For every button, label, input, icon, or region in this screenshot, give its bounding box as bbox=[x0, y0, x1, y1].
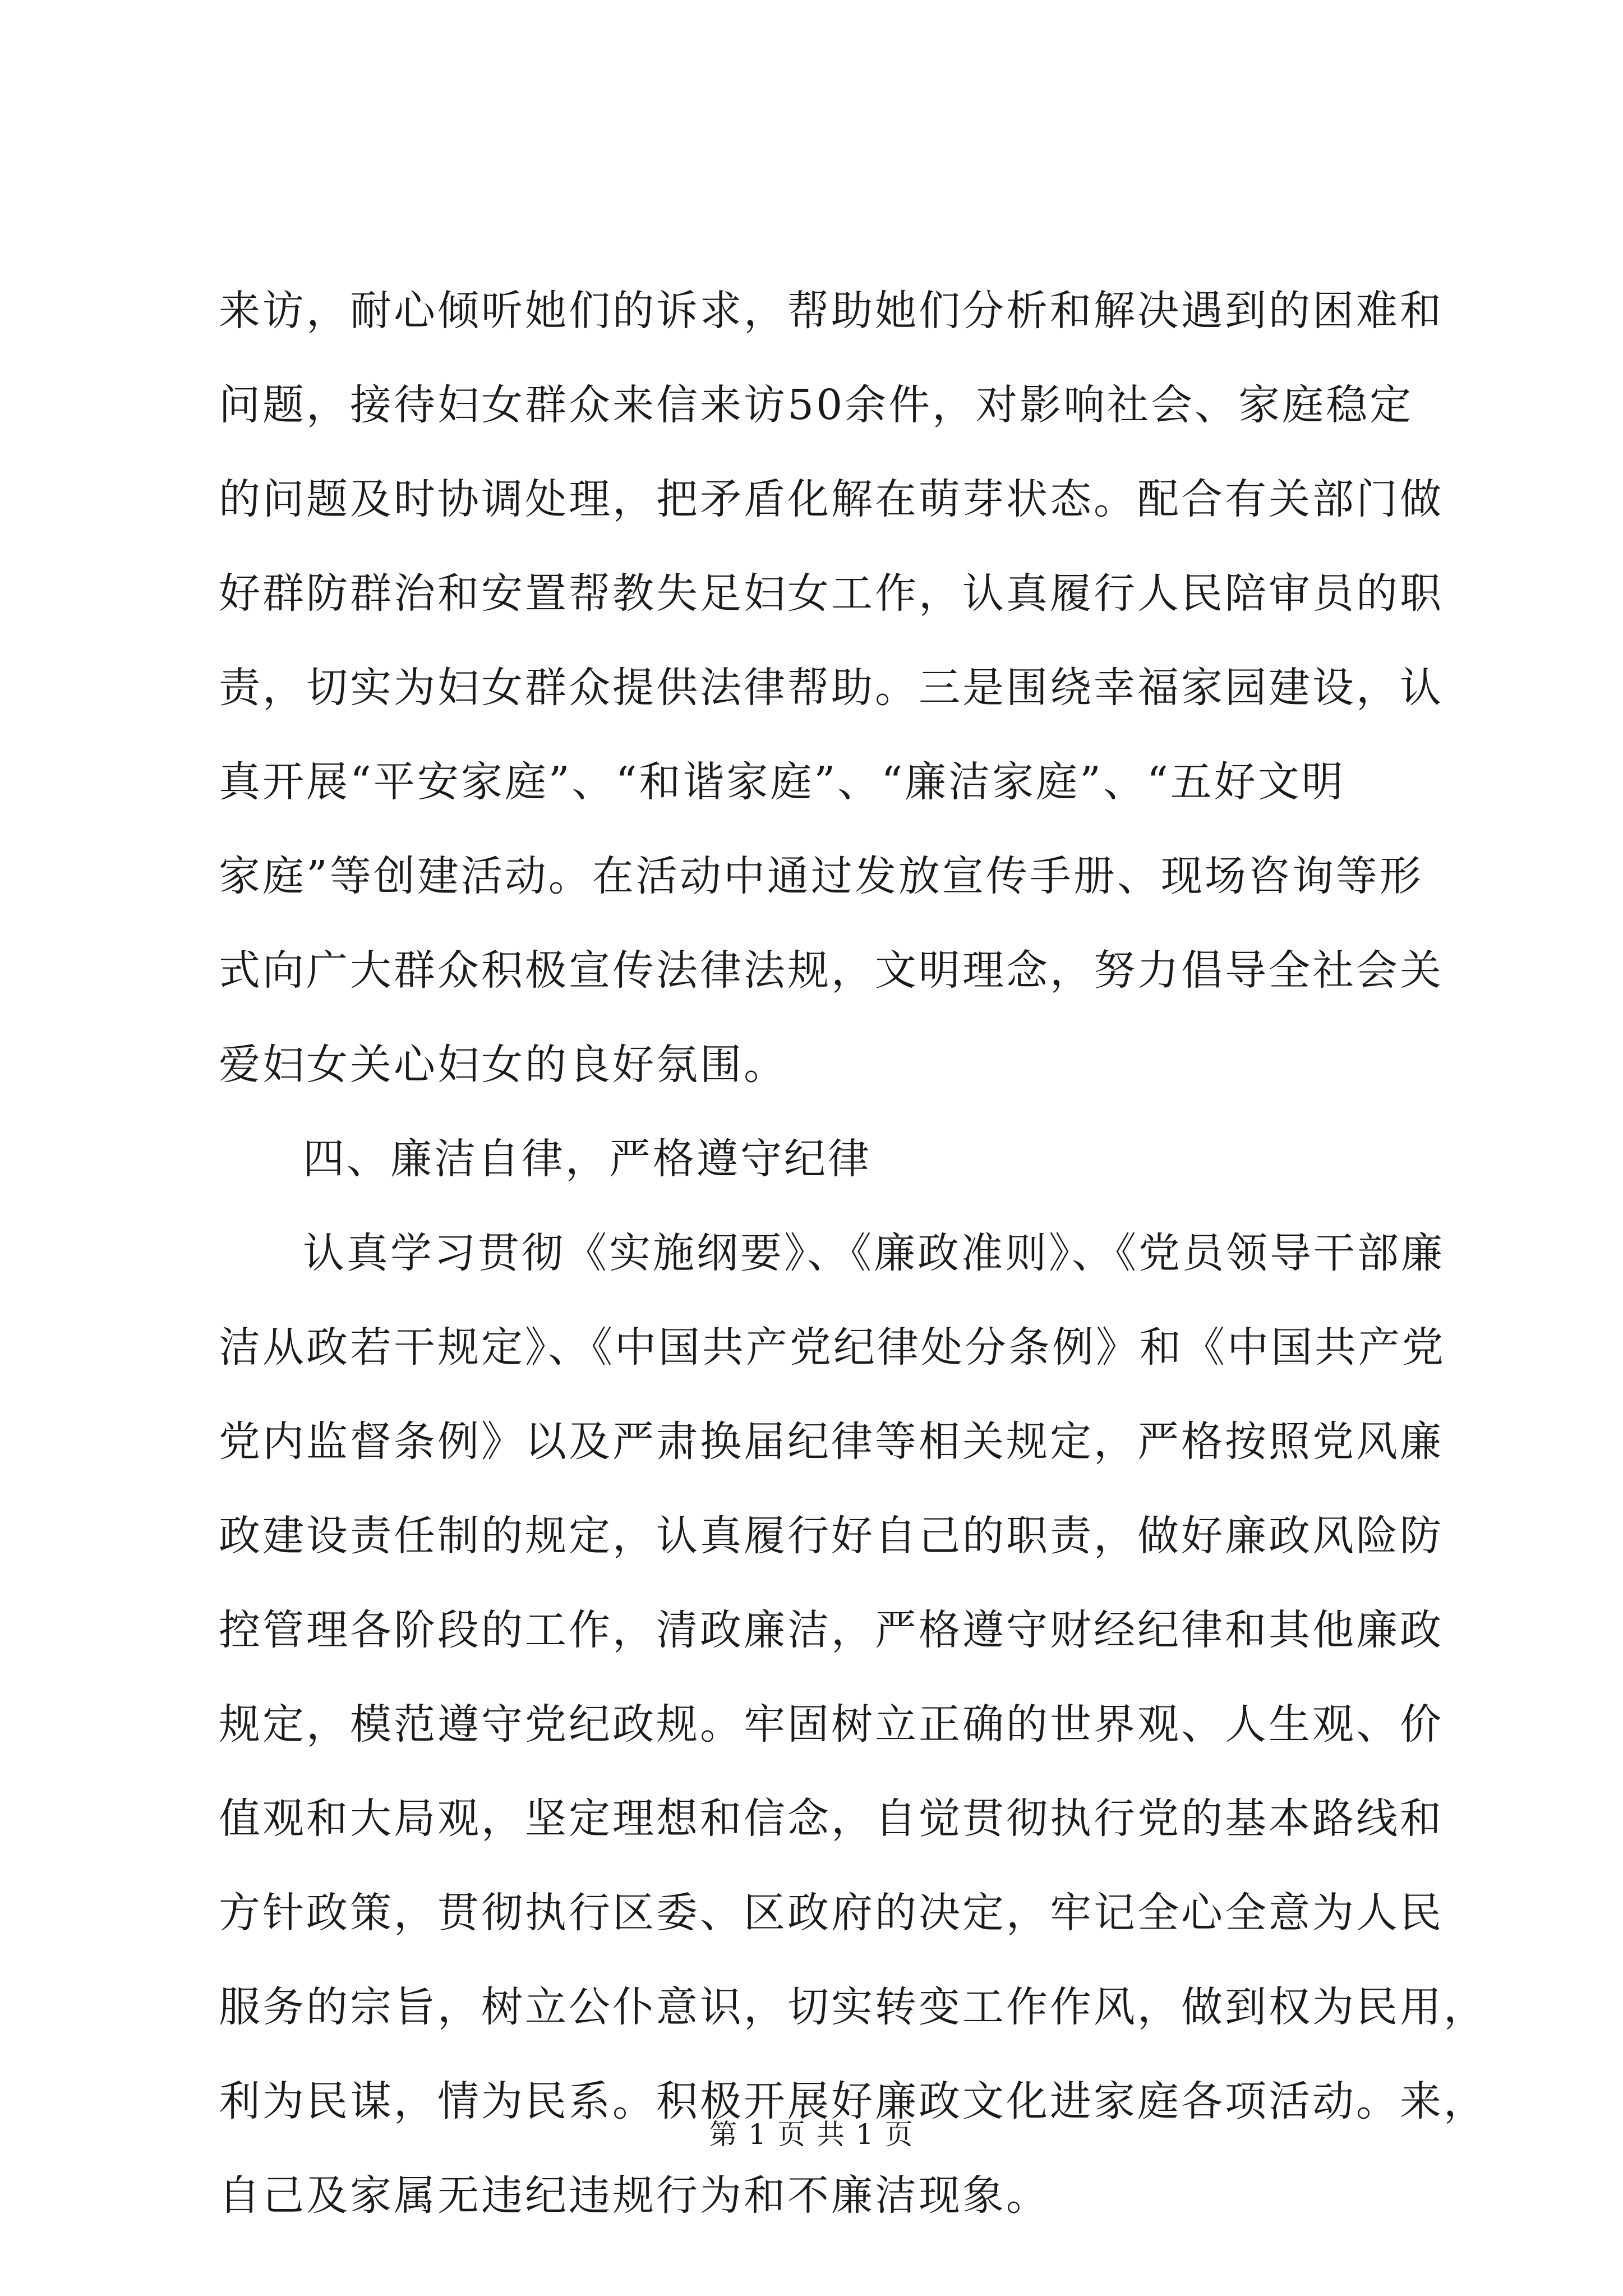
text-line: 方针政策，贯彻执行区委、区政府的决定，牢记全心全意为人民 bbox=[219, 1889, 1444, 1937]
document-body bbox=[219, 264, 1487, 2243]
text-line: 问题，接待妇女群众来信来访50余件，对影响社会、家庭稳定 bbox=[219, 381, 1414, 429]
text-line: 来访，耐心倾听她们的诉求，帮助她们分析和解决遇到的困难和 bbox=[219, 287, 1444, 335]
section-heading: 四、廉洁自律，严格遵守纪律 bbox=[303, 1135, 872, 1183]
text-line: 的问题及时协调处理，把矛盾化解在萌芽状态。配合有关部门做 bbox=[219, 475, 1444, 523]
text-line: 值观和大局观，坚定理想和信念，自觉贯彻执行党的基本路线和 bbox=[219, 1795, 1444, 1843]
text-line: 服务的宗旨，树立公仆意识，切实转变工作作风，做到权为民用， bbox=[219, 1983, 1487, 2031]
text-line: 规定，模范遵守党纪政规。牢固树立正确的世界观、人生观、价 bbox=[219, 1700, 1444, 1749]
text-line: 爱妇女关心妇女的良好氛围。 bbox=[219, 1041, 787, 1089]
text-line: 式向广大群众积极宣传法律法规，文明理念，努力倡导全社会关 bbox=[219, 946, 1444, 995]
text-line: 政建设责任制的规定，认真履行好自己的职责，做好廉政风险防 bbox=[219, 1512, 1444, 1560]
text-line: 真开展“平安家庭”、“和谐家庭”、“廉洁家庭”、“五好文明 bbox=[219, 758, 1345, 806]
text-line: 党内监督条例》以及严肃换届纪律等相关规定，严格按照党风廉 bbox=[219, 1418, 1444, 1466]
text-line: 认真学习贯彻《实施纲要》、《廉政准则》、《党员领导干部廉 bbox=[303, 1229, 1445, 1277]
text-line: 家庭”等创建活动。在活动中通过发放宣传手册、现场咨询等形 bbox=[219, 852, 1423, 900]
text-line: 利为民谋，情为民系。积极开展好廉政文化进家庭各项活动。来， bbox=[219, 2077, 1487, 2125]
text-line: 自己及家属无违纪违规行为和不廉洁现象。 bbox=[219, 2171, 1050, 2220]
text-line: 控管理各阶段的工作，清政廉洁，严格遵守财经纪律和其他廉政 bbox=[219, 1606, 1444, 1654]
text-line: 洁从政若干规定》、《中国共产党纪律处分条例》和《中国共产党 bbox=[219, 1323, 1446, 1372]
text-line: 好群防群治和安置帮教失足妇女工作，认真履行人民陪审员的职 bbox=[219, 569, 1444, 618]
page-number-footer: 第 1 页 共 1 页 bbox=[709, 2118, 914, 2151]
text-line: 责，切实为妇女群众提供法律帮助。三是围绕幸福家园建设，认 bbox=[219, 664, 1444, 712]
